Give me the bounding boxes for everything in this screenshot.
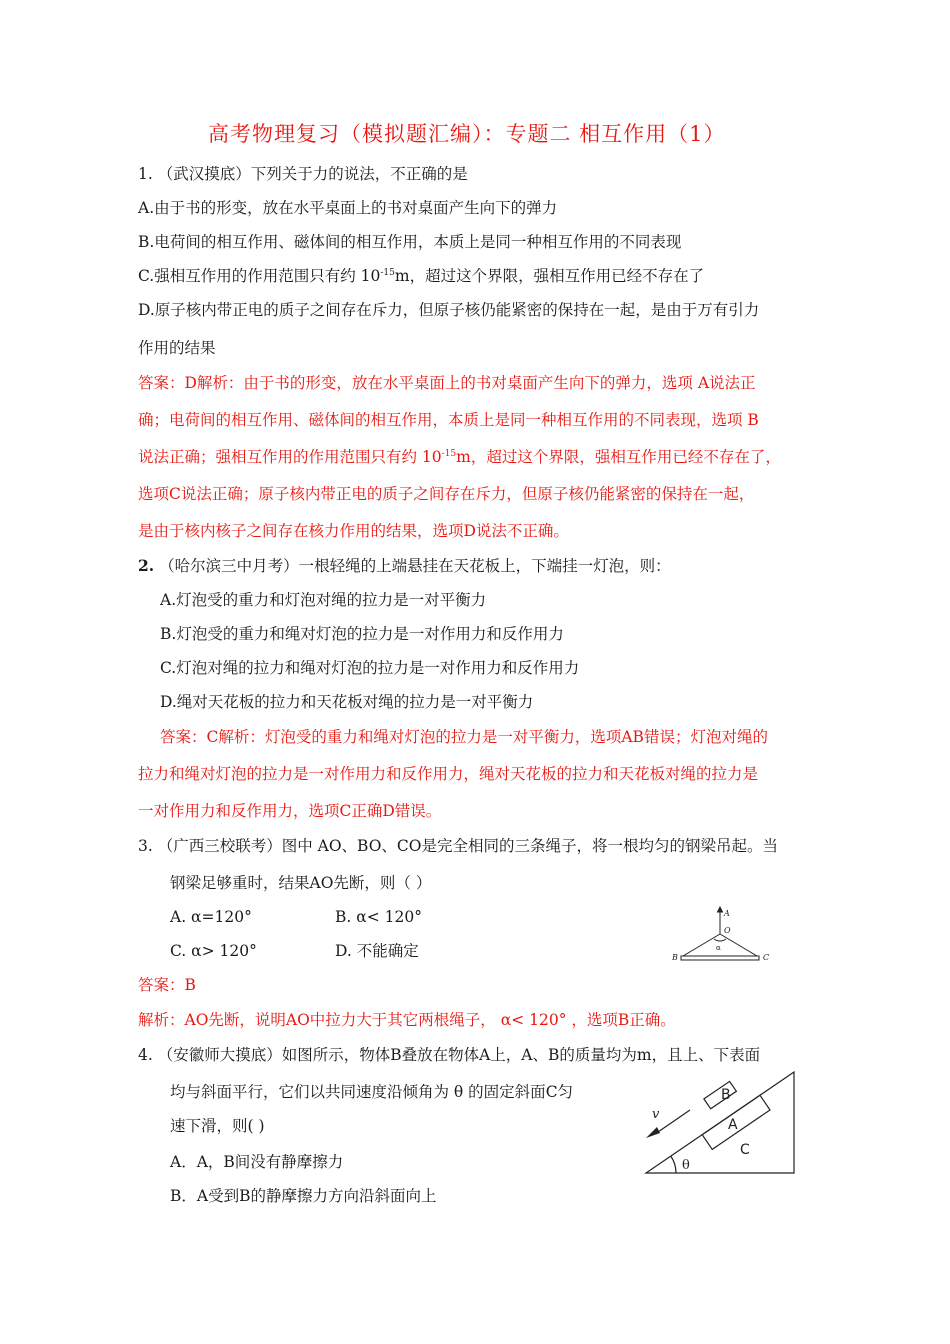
q4-label-c: C — [740, 1142, 750, 1158]
q1-stem: 1. （武汉摸底）下列关于力的说法，不正确的是 — [138, 165, 468, 183]
q3-option-c: C. α> 120° — [170, 942, 257, 960]
q4-label-a: A — [728, 1117, 738, 1133]
q4-option-a: A．A，B间没有静摩擦力 — [170, 1153, 344, 1171]
q4-stem-line2: 均与斜面平行，它们以共同速度沿倾角为 θ 的固定斜面C匀 — [170, 1083, 574, 1101]
q3-figure-beam-ropes — [668, 906, 780, 968]
q2-answer-line1: 答案：C解析：灯泡受的重力和绳对灯泡的拉力是一对平衡力，选项AB错误；灯泡对绳的 — [160, 728, 768, 746]
q2-option-a: A.灯泡受的重力和灯泡对绳的拉力是一对平衡力 — [160, 591, 487, 609]
q3-stem-line1: 3. （广西三校联考）图中 AO、BO、CO是完全相同的三条绳子，将一根均匀的钢梁吊起。当 — [138, 837, 778, 855]
page-title: 高考物理复习（模拟题汇编）：专题二 相互作用（1） — [208, 122, 726, 146]
q1-option-b: B.电荷间的相互作用、磁体间的相互作用，本质上是同一种相互作用的不同表现 — [138, 233, 682, 251]
q4-label-b: B — [721, 1087, 731, 1103]
q1-option-a: A.由于书的形变，放在水平桌面上的书对桌面产生向下的弹力 — [138, 199, 558, 217]
q2-answer-line2: 拉力和绳对灯泡的拉力是一对作用力和反作用力，绳对天花板的拉力和天花板对绳的拉力是 — [138, 765, 759, 783]
q2-option-c: C.灯泡对绳的拉力和绳对灯泡的拉力是一对作用力和反作用力 — [160, 659, 580, 677]
q4-label-theta: θ — [682, 1158, 690, 1173]
q1-answer-line3: 说法正确；强相互作用的作用范围只有约 $10^{-15}m$，超过这个界限，强相互作用已经不存在了， — [138, 448, 781, 466]
q2-stem: 2. （哈尔滨三中月考）一根轻绳的上端悬挂在天花板上，下端挂一灯泡，则： — [138, 556, 671, 575]
q3-label-a: A — [724, 909, 730, 918]
q1-option-d-line1: D.原子核内带正电的质子之间存在斥力，但原子核仍能紧密的保持在一起，是由于万有引力 — [138, 301, 760, 319]
q1-answer-line5: 是由于核内核子之间存在核力作用的结果，选项D说法不正确。 — [138, 522, 569, 540]
q3-label-o: O — [724, 926, 731, 935]
q3-answer: 答案：B — [138, 976, 196, 994]
q1-answer-line2: 确；电荷间的相互作用、磁体间的相互作用，本质上是同一种相互作用的不同表现，选项 B — [138, 411, 759, 429]
q3-analysis: 解析：AO先断，说明AO中拉力大于其它两根绳子， α< 120° ，选项B正确。 — [138, 1011, 676, 1029]
q1-answer-line1: 答案：D解析：由于书的形变，放在水平桌面上的书对桌面产生向下的弹力，选项 A说法正 — [138, 374, 756, 392]
q4-stem-line3: 速下滑，则( ) — [170, 1117, 265, 1135]
q2-option-d: D.绳对天花板的拉力和天花板对绳的拉力是一对平衡力 — [160, 693, 534, 711]
q3-option-a: A. α=120° — [170, 908, 252, 926]
q4-option-b: B．A受到B的静摩擦力方向沿斜面向上 — [170, 1187, 437, 1205]
q1-option-d-line2: 作用的结果 — [138, 339, 216, 357]
q3-label-b: B — [672, 953, 678, 962]
q3-label-c: C — [763, 953, 770, 962]
q4-figure-incline — [636, 1058, 802, 1178]
q3-option-b: B. α< 120° — [335, 908, 422, 926]
q3-option-d: D. 不能确定 — [335, 942, 419, 960]
q2-option-b: B.灯泡受的重力和绳对灯泡的拉力是一对作用力和反作用力 — [160, 625, 564, 643]
q4-label-v: v — [652, 1107, 660, 1122]
q3-label-alpha: α — [716, 944, 721, 952]
q4-stem-line1: 4. （安徽师大摸底）如图所示，物体B叠放在物体A上，A、B的质量均为m，且上、下表面 — [138, 1046, 761, 1064]
q3-stem-line2: 钢梁足够重时，结果AO先断，则（ ） — [170, 874, 432, 892]
q2-answer-line3: 一对作用力和反作用力，选项C正确D错误。 — [138, 802, 442, 820]
q1-answer-line4: 选项C说法正确；原子核内带正电的质子之间存在斥力，但原子核仍能紧密的保持在一起， — [138, 485, 755, 503]
q1-option-c: C.强相互作用的作用范围只有约 $10^{-15}m$，超过这个界限，强相互作用已经不存在了 — [138, 267, 705, 285]
